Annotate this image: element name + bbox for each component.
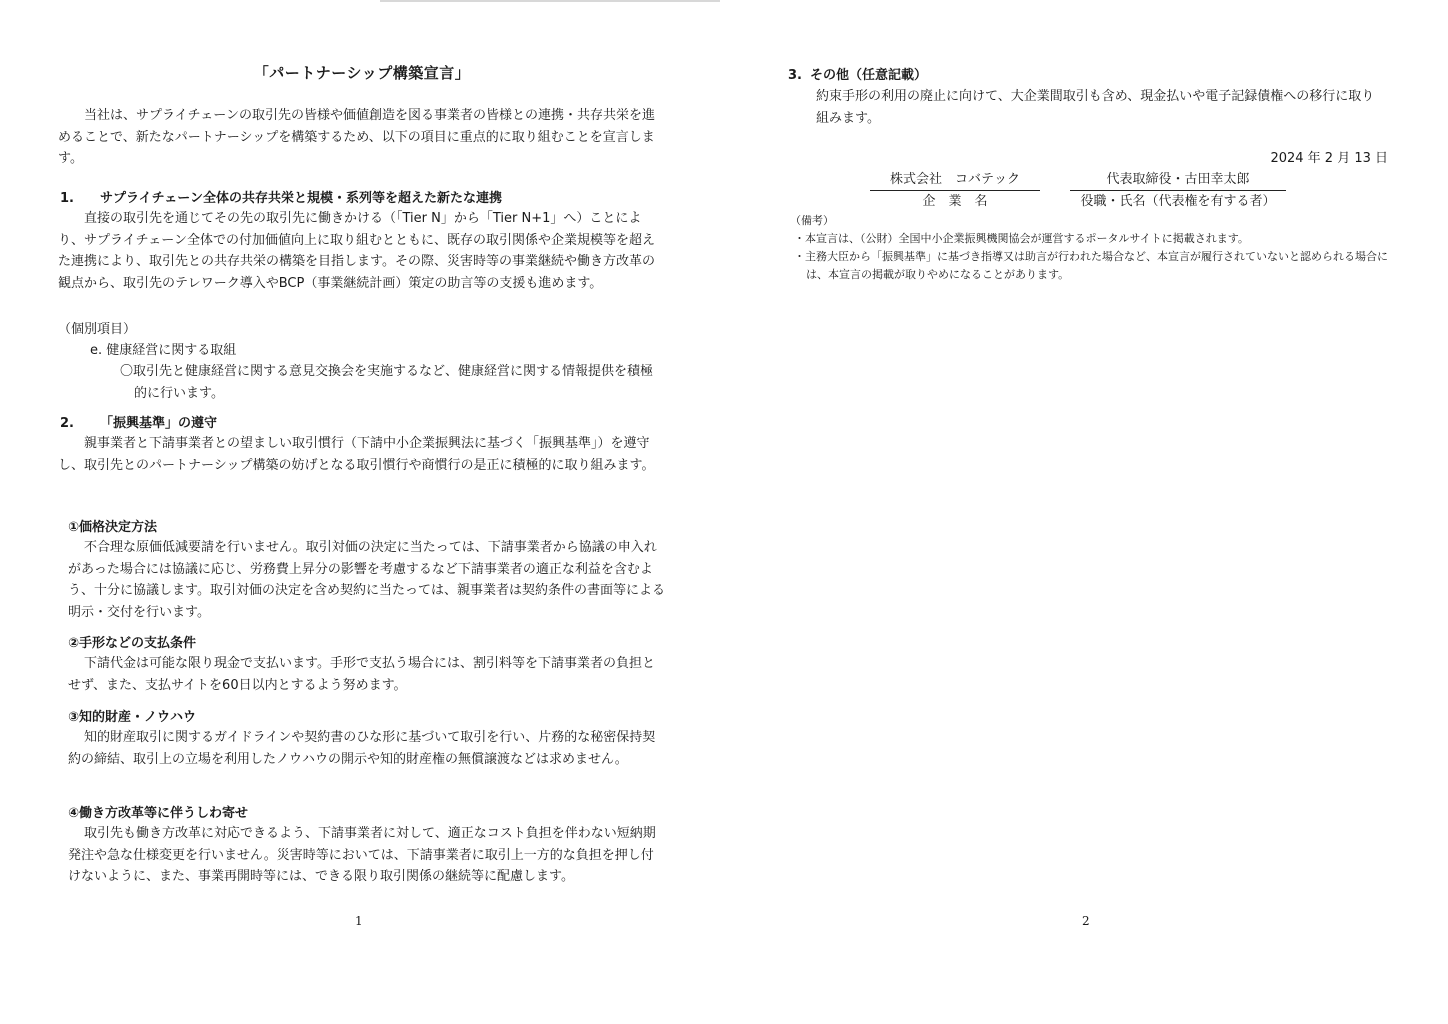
subsection-ip-body: 知的財産取引に関するガイドラインや契約書のひな形に基づいて取引を行い、片務的な秘密保持契約の締結、取引上の立場を利用したノウハウの開示や知的財産権の無償譲渡などは求めません。 xyxy=(68,730,656,767)
section-3-title: その他（任意記載） xyxy=(810,68,928,83)
subsection-price-body: 不合理な原価低減要請を行いません。取引対価の決定に当たっては、下請事業者から協議の申入れがあった場合には協議に応じ、労務費上昇分の影響を考慮するなど下請事業者の適正な利益を含むよう、十分に協議します。取引対価の決定を含め契約に当たっては、親事業者は契約条件の書面等による明示・交付を行います。 xyxy=(68,540,665,620)
section-3-number: 3. xyxy=(788,68,802,83)
company-name: 株式会社 コバテック xyxy=(870,170,1040,191)
page-1-number: 1 xyxy=(355,914,363,928)
section-2-number: 2. xyxy=(60,416,74,431)
subsection-payment-body: 下請代金は可能な限り現金で支払います。手形で支払う場合には、割引料等を下請事業者の負担とせず、また、支払サイトを60日以内とするよう努めます。 xyxy=(68,656,655,693)
notes-label: （備考） xyxy=(790,214,834,227)
page-2-number: 2 xyxy=(1082,914,1090,928)
representative-label: 役職・氏名（代表権を有する者） xyxy=(1080,194,1276,209)
section-1-body: 直接の取引先を通じてその先の取引先に働きかける（「Tier N」から「Tier N+1」へ）ことにより、サプライチェーン全体での付加価値向上に取り組むとともに、既存の取引関係や企業規模等を超えた連携により、取引先との共存共栄の構築を目指します。その際、災害時等の事業継続や働き方改革の観点から、取引先のテレワーク導入やBCP（事業継続計画）策定の助言等の支援も進めます。 xyxy=(58,211,655,291)
page-2 xyxy=(724,0,1448,1024)
section-2-body: 親事業者と下請事業者との望ましい取引慣行（下請中小企業振興法に基づく「振興基準」）を遵守し、取引先とのパートナーシップ構築の妨げとなる取引慣行や商慣行の是正に積極的に取り組みます。 xyxy=(58,436,655,473)
note-1: ・本宣言は、（公財）全国中小企業振興機関協会が運営するポータルサイトに掲載されます。 xyxy=(794,232,1249,245)
declaration-date: 2024 年 2 月 13 日 xyxy=(1270,151,1388,166)
section-2-heading xyxy=(60,414,680,434)
section-3-body: 約束手形の利用の廃止に向けて、大企業間取引も含め、現金払いや電子記録債権への移行に取り組みます。 xyxy=(816,89,1375,126)
subsection-ip-heading: ③知的財産・ノウハウ xyxy=(68,710,197,725)
section-1-title: サプライチェーン全体の共存共栄と規模・系列等を超えた新たな連携 xyxy=(100,191,502,206)
note-2: ・主務大臣から「振興基準」に基づき指導又は助言が行われた場合など、本宣言が履行されていないと認められる場合には、本宣言の掲載が取りやめになることがあります。 xyxy=(794,250,1388,281)
subsection-payment-heading: ②手形などの支払条件 xyxy=(68,636,197,651)
document-title: 「パートナーシップ構築宣言」 xyxy=(253,64,471,82)
representative-name: 代表取締役・古田幸太郎 xyxy=(1070,170,1286,191)
item-e-label: e. 健康経営に関する取組 xyxy=(90,343,237,358)
subsection-workstyle-heading: ④働き方改革等に伴うしわ寄せ xyxy=(68,806,249,821)
subsection-price-heading: ①価格決定方法 xyxy=(68,520,158,535)
section-2-title: 「振興基準」の遵守 xyxy=(100,416,218,431)
item-e-body: 〇取引先と健康経営に関する意見交換会を実施するなど、健康経営に関する情報提供を積極的に行います。 xyxy=(120,364,654,401)
section-1-number: 1. xyxy=(60,191,74,206)
section-3-heading xyxy=(788,66,1388,86)
individual-items-label: （個別項目） xyxy=(58,322,137,337)
section-1-heading xyxy=(60,189,680,209)
subsection-workstyle-body: 取引先も働き方改革に対応できるよう、下請事業者に対して、適正なコスト負担を伴わない短納期発注や急な仕様変更を行いません。災害時等においては、下請事業者に取引上一方的な負担を押し付けないように、また、事業再開時等には、できる限り取引関係の継続等に配慮します。 xyxy=(68,826,656,884)
company-label: 企 業 名 xyxy=(922,194,988,209)
intro-paragraph: 当社は、サプライチェーンの取引先の皆様や価値創造を図る事業者の皆様との連携・共存共栄を進めることで、新たなパートナーシップを構築するため、以下の項目に重点的に取り組むことを宣言します。 xyxy=(58,108,655,166)
